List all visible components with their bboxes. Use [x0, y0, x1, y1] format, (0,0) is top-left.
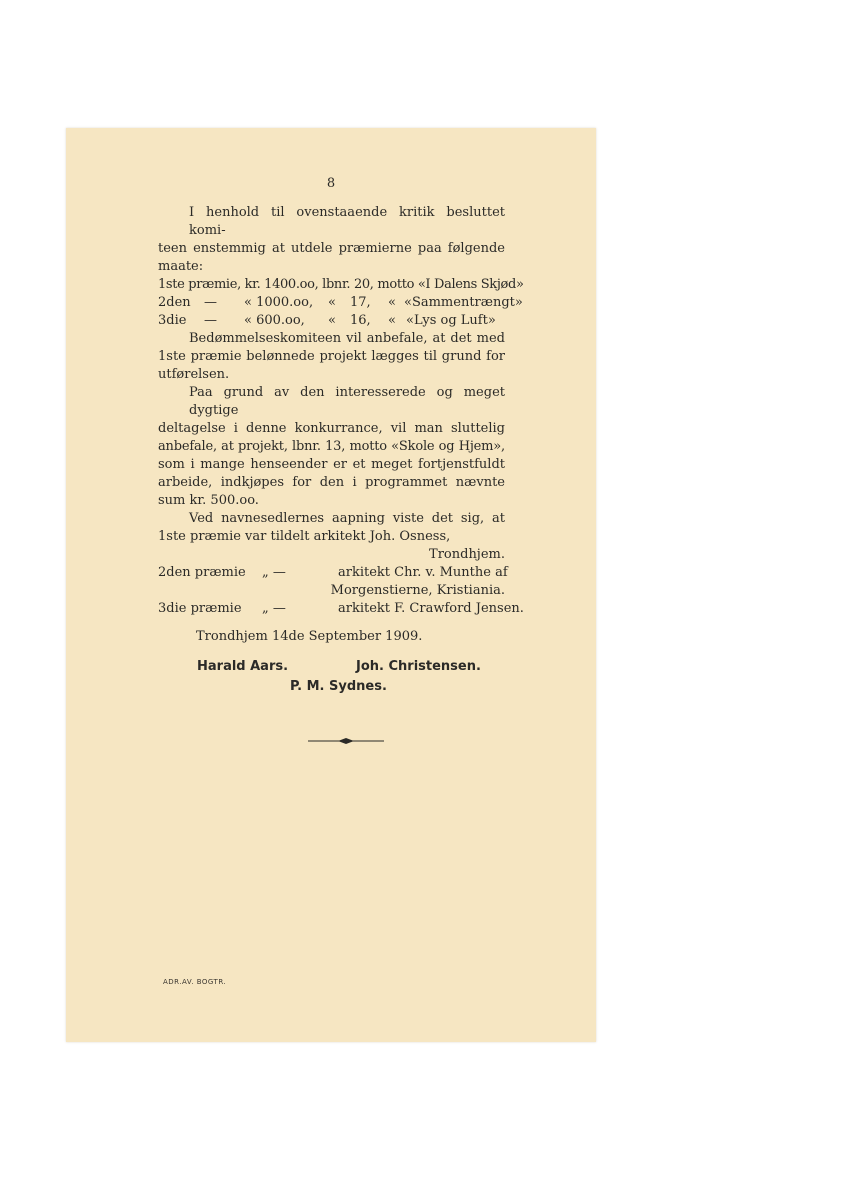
decision-line: I henhold til ovenstaaende kritik besluttet komi- [189, 205, 505, 238]
purchase-line: sum kr. 500.oo. [158, 493, 259, 508]
prize-quote: « [388, 295, 396, 310]
prize-dash: — [204, 295, 217, 310]
ditto-marks: „ — [262, 601, 286, 616]
prize-quote: « [328, 295, 336, 310]
opening-line: Ved navnesedlernes aapning viste det sig, at [189, 511, 505, 526]
prize-amount: « 1000.oo, [244, 295, 314, 310]
purchase-line: anbefale, at projekt, lbnr. 13, motto «Skole og Hjem», [158, 439, 505, 454]
printer-mark: ADR.AV. BOGTR. [163, 978, 227, 986]
winner-name: arkitekt Chr. v. Munthe af [338, 565, 508, 580]
winner-label: 3die præmie [158, 601, 242, 616]
prize-line-3 [158, 312, 505, 330]
prize-quote: « [388, 313, 396, 328]
winner-first: 1ste præmie var tildelt arkitekt Joh. Osness, [158, 529, 451, 544]
document-page [66, 128, 596, 1042]
winner-second [158, 564, 508, 582]
ornament-divider [306, 736, 386, 746]
prize-quote: « [328, 313, 336, 328]
signatures-row [158, 658, 505, 676]
prize-dash: — [204, 313, 217, 328]
winner-third [158, 600, 524, 618]
prize-amount: « 600.oo, [244, 313, 305, 328]
winner-second-city: Morgenstierne, Kristiania. [330, 583, 505, 598]
signatures-row [158, 678, 505, 696]
prize-motto: «Lys og Luft» [406, 313, 496, 328]
winner-first-city: Trondhjem. [429, 547, 505, 562]
prize-place: 3die [158, 313, 187, 328]
prize-motto: «Sammentrængt» [404, 295, 523, 310]
prize-place: 2den [158, 295, 191, 310]
prize-line-2 [158, 294, 523, 312]
decision-line: maate: [158, 259, 204, 274]
purchase-line: arbeide, indkjøpes for den i programmet nævnte [158, 475, 505, 490]
prize-number: 16, [350, 313, 371, 328]
prize-line-1: 1ste præmie, kr. 1400.oo, lbnr. 20, motto «I Dalens Skjød» [158, 277, 524, 292]
recommend-line: Bedømmelseskomiteen vil anbefale, at det med [189, 331, 505, 346]
winner-name: arkitekt F. Crawford Jensen. [338, 601, 524, 616]
signature-christensen: Joh. Christensen. [356, 659, 481, 674]
prize-number: 17, [350, 295, 371, 310]
purchase-line: Paa grund av den interesserede og meget dygtige [189, 385, 505, 418]
winner-label: 2den præmie [158, 565, 246, 580]
decision-line: teen enstemmig at utdele præmierne paa følgende [158, 241, 505, 256]
signature-sydnes: P. M. Sydnes. [290, 679, 387, 694]
purchase-line: deltagelse i denne konkurrance, vil man sluttelig [158, 421, 505, 436]
recommend-line: 1ste præmie belønnede projekt lægges til grund for [158, 349, 505, 364]
signature-aars: Harald Aars. [197, 659, 289, 674]
dateline: Trondhjem 14de September 1909. [196, 629, 423, 644]
purchase-line: som i mange henseender er et meget fortjenstfuldt [158, 457, 505, 472]
body-text [158, 204, 524, 696]
ditto-marks: „ — [262, 565, 286, 580]
recommend-line: utførelsen. [158, 367, 230, 382]
page-number: 8 [326, 176, 336, 191]
